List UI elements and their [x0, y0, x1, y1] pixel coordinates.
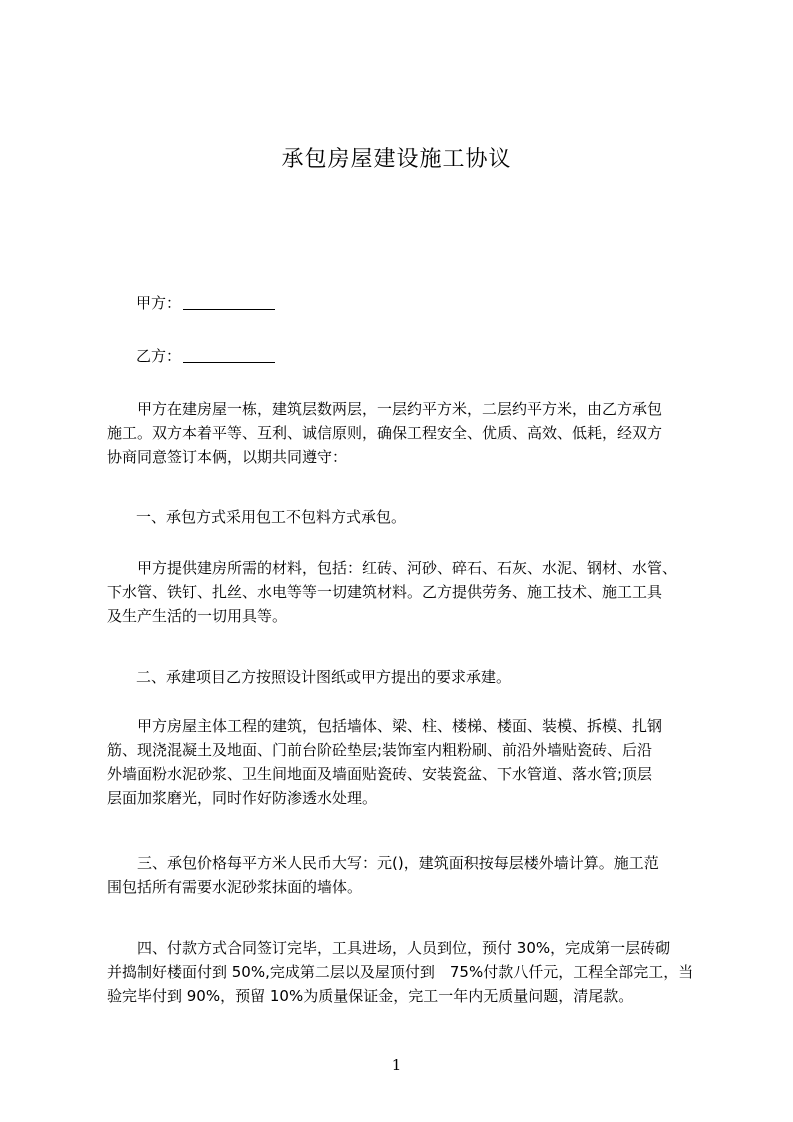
party-a-blank — [183, 295, 275, 310]
document-title: 承包房屋建设施工协议 — [281, 147, 512, 172]
paragraph-line: 并捣制好楼面付到 50%,完成第二层以及屋顶付到 75%付款八仟元，工程全部完工，当 — [107, 963, 694, 981]
paragraph-line: 四、付款方式合同签订完毕，工具进场，人员到位，预付 30%，完成第一层砖砌 — [107, 939, 671, 957]
paragraph-line: 甲方在建房屋一栋，建筑层数两层，一层约平方米，二层约平方米，由乙方承包 — [107, 400, 663, 418]
paragraph-line: 验完毕付到 90%，预留 10%为质量保证金，完工一年内无质量问题，清尾款。 — [107, 987, 634, 1005]
section2-heading: 二、承建项目乙方按照设计图纸或甲方提出的要求承建。 — [136, 668, 512, 686]
paragraph-line: 甲方房屋主体工程的建筑，包括墙体、梁、柱、楼梯、楼面、装模、拆模、扎钢 — [107, 717, 663, 735]
paragraph-line: 围包括所有需要水泥砂浆抹面的墙体。 — [107, 878, 363, 896]
party-a-line — [136, 292, 275, 313]
paragraph-line: 层面加浆磨光，同时作好防渗透水处理。 — [107, 789, 378, 807]
party-a-label: 甲方： — [136, 294, 182, 312]
paragraph-line: 筋、现浇混凝土及地面、门前台阶砼垫层;装饰室内粗粉刷、前沿外墙贴瓷砖、后沿 — [107, 741, 653, 759]
section4-paragraph — [107, 936, 707, 1008]
section3-paragraph — [107, 851, 707, 899]
section1-heading: 一、承包方式采用包工不包料方式承包。 — [136, 508, 407, 526]
party-b-label: 乙方： — [136, 347, 182, 365]
party-b-line — [136, 345, 275, 366]
paragraph-line: 协商同意签订本俩，以期共同遵守： — [107, 448, 348, 466]
paragraph-line: 外墙面粉水泥砂浆、卫生间地面及墙面贴瓷砖、安装瓷盆、下水管道、落水管;顶层 — [107, 765, 653, 783]
paragraph-line: 三、承包价格每平方米人民币大写：元()，建筑面积按每层楼外墙计算。施工范 — [107, 854, 659, 872]
paragraph-line: 施工。双方本着平等、互利、诚信原则，确保工程安全、优质、高效、低耗，经双方 — [107, 424, 663, 442]
intro-paragraph — [107, 397, 707, 469]
paragraph-line: 及生产生活的一切用具等。 — [107, 607, 288, 625]
party-b-blank — [183, 348, 275, 363]
section2-paragraph — [107, 714, 707, 810]
page-number: 1 — [391, 1056, 402, 1074]
paragraph-line: 下水管、铁钉、扎丝、水电等等一切建筑材料。乙方提供劳务、施工技术、施工工具 — [107, 583, 663, 601]
paragraph-line: 甲方提供建房所需的材料，包括：红砖、河砂、碎石、石灰、水泥、钢材、水管、 — [107, 559, 678, 577]
section1-paragraph — [107, 556, 707, 628]
